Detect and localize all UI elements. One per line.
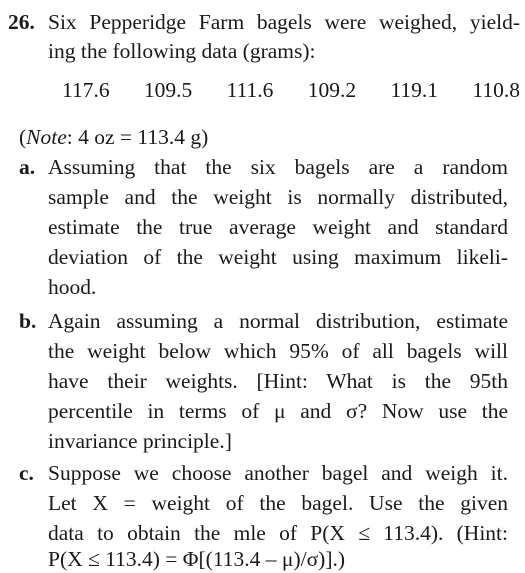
part-c-line: Suppose we choose another bagel and weigh it. <box>48 461 508 485</box>
problem-number: 26. <box>8 10 35 34</box>
part-b-line: have their weights. [Hint: What is the 95th <box>48 369 508 393</box>
part-b-label: b. <box>19 309 37 333</box>
data-value: 117.6 <box>62 78 110 102</box>
part-a-label: a. <box>19 155 36 179</box>
data-value: 110.8 <box>472 78 520 102</box>
note-label: Note <box>26 125 67 149</box>
intro-line-2: ing the following data (grams): <box>48 39 316 63</box>
data-value: 111.6 <box>226 78 274 102</box>
part-a-line: deviation of the weight using maximum likeli- <box>48 245 508 269</box>
part-b-line: the weight below which 95% of all bagels will <box>48 339 508 363</box>
data-value: 109.5 <box>143 78 193 102</box>
part-c-label: c. <box>19 461 34 485</box>
part-c-line: P(X ≤ 113.4) = Φ[(113.4 – μ)/σ)].) <box>48 547 346 571</box>
data-value: 109.2 <box>307 78 357 102</box>
part-a-line: sample and the weight is normally distributed, <box>48 185 508 209</box>
note-line: (Note: 4 oz = 113.4 g) <box>19 125 209 149</box>
data-value: 119.1 <box>390 78 439 102</box>
part-a-line: estimate the true average weight and standard <box>48 215 508 239</box>
part-a-line: Assuming that the six bagels are a random <box>48 155 508 179</box>
part-b-line: percentile in terms of μ and σ? Now use the <box>48 399 508 423</box>
part-a-line: hood. <box>48 275 97 299</box>
intro-line-1: Six Pepperidge Farm bagels were weighed, yield- <box>48 10 520 34</box>
data-values <box>62 80 520 102</box>
part-b-line: Again assuming a normal distribution, estimate <box>48 309 508 333</box>
part-b-line: invariance principle.] <box>48 429 232 453</box>
part-c-line: data to obtain the mle of P(X ≤ 113.4). (Hint: <box>48 521 508 545</box>
part-c-line: Let X = weight of the bagel. Use the given <box>48 491 508 515</box>
note-text: : 4 oz = 113.4 g) <box>66 125 209 149</box>
